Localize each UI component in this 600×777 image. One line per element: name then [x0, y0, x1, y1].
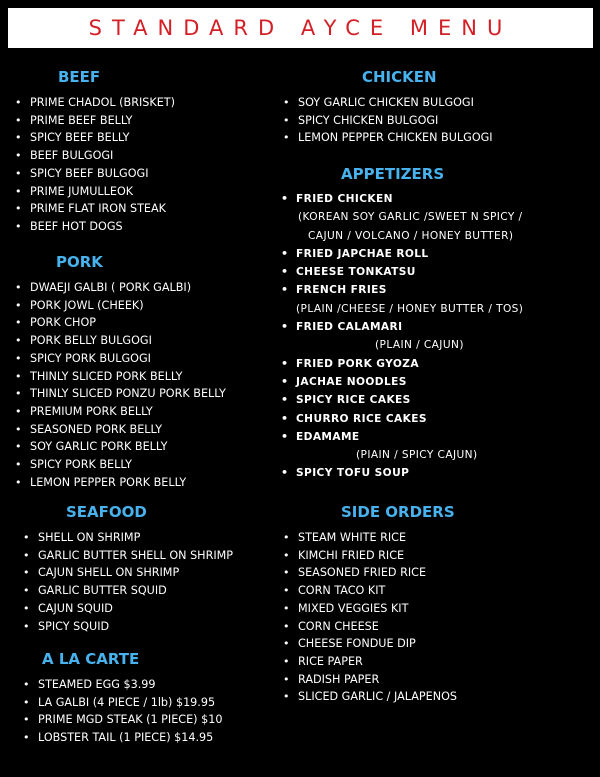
menu-item: • SPICY PORK BULGOGI: [12, 350, 226, 368]
menu-header: [8, 8, 593, 48]
menu-item: • CAJUN SHELL ON SHRIMP: [20, 564, 233, 582]
menu-item: • MIXED VEGGIES KIT: [280, 600, 457, 618]
menu-item: • EDAMAME: [278, 428, 523, 446]
menu-item: • KIMCHI FRIED RICE: [280, 547, 457, 565]
menu-item: • FRENCH FRIES: [278, 281, 523, 299]
menu-item-note: (PIAIN / SPICY CAJUN): [356, 449, 478, 462]
menu-item: • FRIED CHICKEN: [278, 190, 523, 208]
menu-item: • CHEESE TONKATSU: [278, 263, 523, 281]
menu-title: STANDARD AYCE MENU: [88, 16, 513, 40]
menu-item: • SPICY SQUID: [20, 618, 233, 636]
menu-item: • STEAM WHITE RICE: [280, 529, 457, 547]
menu-item: • PREMIUM PORK BELLY: [12, 403, 226, 421]
menu-item: • PORK CHOP: [12, 314, 226, 332]
menu-item: • SPICY TOFU SOUP: [278, 464, 523, 482]
menu-item: • CHURRO RICE CAKES: [278, 410, 523, 428]
menu-item: • PRIME JUMULLEOK: [12, 183, 175, 201]
menu-item: • SPICY CHICKEN BULGOGI: [280, 112, 493, 130]
menu-item: • LEMON PEPPER CHICKEN BULGOGI: [280, 129, 493, 147]
menu-item: • CORN CHEESE: [280, 618, 457, 636]
menu-item: • PORK BELLY BULGOGI: [12, 332, 226, 350]
appetizers-list: [278, 190, 523, 483]
side-orders-heading: SIDE ORDERS: [341, 503, 455, 521]
appetizers-heading: APPETIZERS: [341, 165, 445, 183]
menu-item: • CAJUN SQUID: [20, 600, 233, 618]
menu-item: • RICE PAPER: [280, 653, 457, 671]
menu-item-note: (PLAIN /CHEESE / HONEY BUTTER / TOS): [296, 302, 524, 315]
menu-item: • LA GALBI (4 PIECE / 1lb) $19.95: [20, 694, 222, 712]
seafood-heading: SEAFOOD: [66, 503, 147, 521]
menu-item: • GARLIC BUTTER SQUID: [20, 582, 233, 600]
menu-item: • SPICY PORK BELLY: [12, 456, 226, 474]
menu-item: • FRIED PORK GYOZA: [278, 355, 523, 373]
menu-item-note: CAJUN / VOLCANO / HONEY BUTTER): [308, 229, 514, 242]
menu-item: • FRIED JAPCHAE ROLL: [278, 245, 523, 263]
menu-item: • SOY GARLIC PORK BELLY: [12, 438, 226, 456]
menu-item: • PRIME FLAT IRON STEAK: [12, 200, 175, 218]
chicken-heading: CHICKEN: [362, 68, 437, 86]
menu-item: • BEEF BULGOGI: [12, 147, 175, 165]
beef-heading: BEEF: [58, 68, 101, 86]
menu-item: • SEASONED FRIED RICE: [280, 564, 457, 582]
menu-item: • THINLY SLICED PONZU PORK BELLY: [12, 385, 226, 403]
menu-item: • SHELL ON SHRIMP: [20, 529, 233, 547]
menu-item: • JACHAE NOODLES: [278, 373, 523, 391]
menu-item: • SEASONED PORK BELLY: [12, 421, 226, 439]
menu-item: • SPICY BEEF BELLY: [12, 129, 175, 147]
menu-item: • CHEESE FONDUE DIP: [280, 635, 457, 653]
menu-item: • STEAMED EGG $3.99: [20, 676, 222, 694]
menu-item: • PRIME MGD STEAK (1 PIECE) $10: [20, 711, 222, 729]
pork-list: [12, 279, 226, 491]
beef-list: [12, 94, 175, 236]
menu-item: • FRIED CALAMARI: [278, 318, 523, 336]
menu-item: • THINLY SLICED PORK BELLY: [12, 368, 226, 386]
menu-item: • DWAEJI GALBI ( PORK GALBI): [12, 279, 226, 297]
a-la-carte-heading: A LA CARTE: [42, 650, 140, 668]
menu-item: • PRIME CHADOL (BRISKET): [12, 94, 175, 112]
menu-item-note: (KOREAN SOY GARLIC /SWEET N SPICY /: [298, 211, 523, 224]
chicken-list: [280, 94, 493, 147]
menu-item: • LOBSTER TAIL (1 PIECE) $14.95: [20, 729, 222, 747]
menu-item: • CORN TACO KIT: [280, 582, 457, 600]
seafood-list: [20, 529, 233, 635]
menu-item: • GARLIC BUTTER SHELL ON SHRIMP: [20, 547, 233, 565]
a-la-carte-list: [20, 676, 222, 747]
menu-item: • LEMON PEPPER PORK BELLY: [12, 474, 226, 492]
pork-heading: PORK: [56, 253, 103, 271]
menu-item: • PORK JOWL (CHEEK): [12, 297, 226, 315]
menu-item-note: (PLAIN / CAJUN): [375, 339, 464, 352]
menu-item: • RADISH PAPER: [280, 671, 457, 689]
menu-item: • BEEF HOT DOGS: [12, 218, 175, 236]
menu-item: • SPICY RICE CAKES: [278, 391, 523, 409]
menu-item: • SPICY BEEF BULGOGI: [12, 165, 175, 183]
side-orders-list: [280, 529, 457, 706]
menu-item: • SLICED GARLIC / JALAPENOS: [280, 688, 457, 706]
menu-item: • SOY GARLIC CHICKEN BULGOGI: [280, 94, 493, 112]
menu-item: • PRIME BEEF BELLY: [12, 112, 175, 130]
